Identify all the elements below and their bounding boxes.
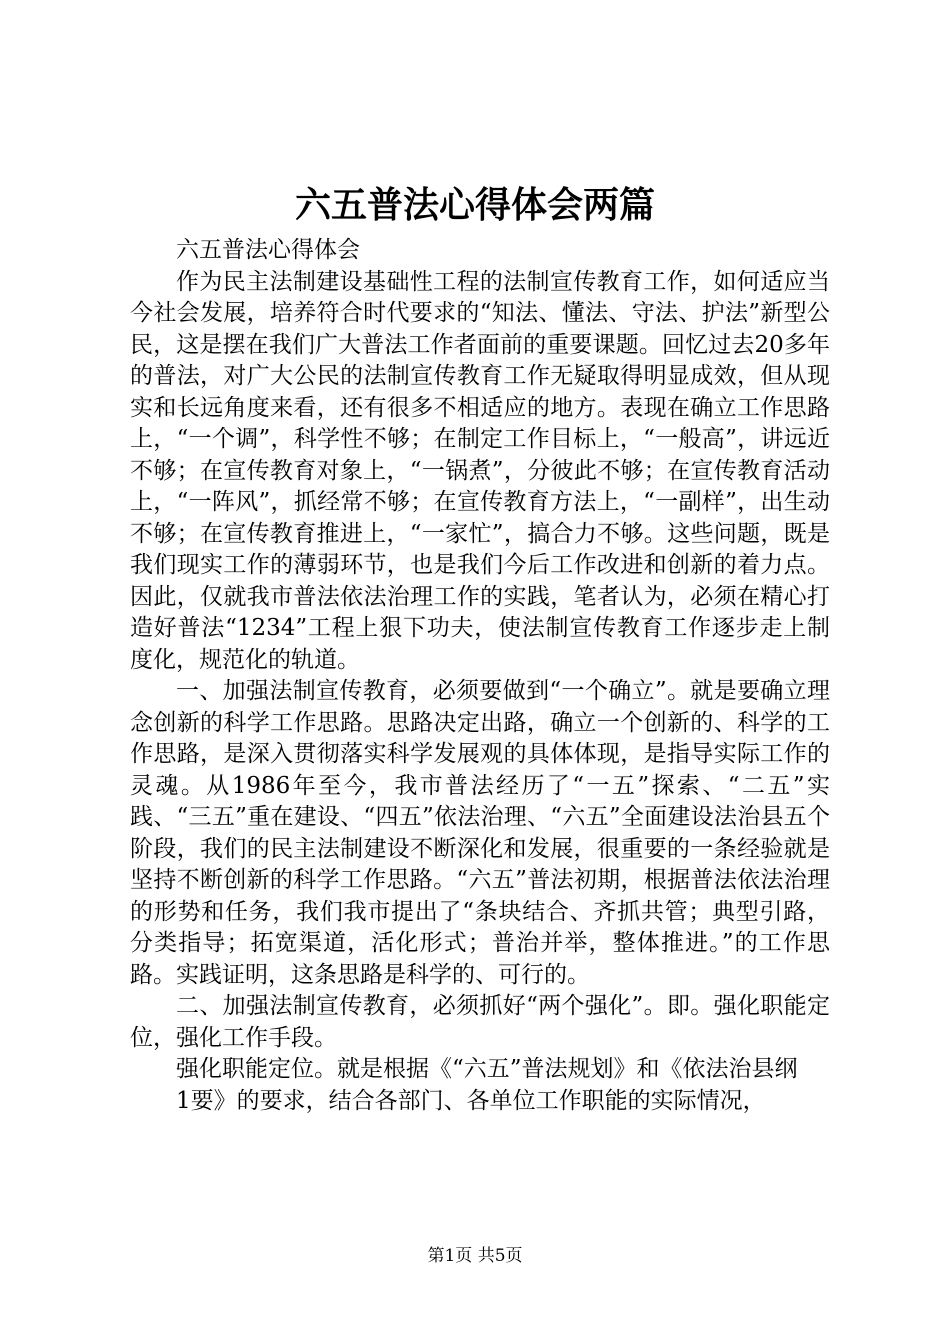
paragraph-continuation: 1要》的要求，结合各部门、各单位工作职能的实际情况， bbox=[176, 1087, 766, 1114]
paragraph-function-positioning: 强化职能定位。就是根据《“六五”普法规划》和《依法治县纲 bbox=[176, 1056, 798, 1082]
paragraph-point-one: 一、加强法制宣传教育，必须要做到“一个确立”。就是要确立理念创新的科学工作思路。思路决定出路，确立一个创新的、科学的工作思路，是深入贯彻落实科学发展观的具体体现，是指导实际工作的灵魂。从1986年至今，我市普法经历了“一五”探索、“二五”实践、“三五”重在建设、“四五”依法治理、“六五”全面建设法治县五个阶段，我们的民主法制建设不断深化和发展，很重要的一条经验就是坚持不断创新的科学工作思路。“六五”普法初期，根据普法依法治理的形势和任务，我们我市提出了“条块结合、齐抓共管；典型引路，分类指导；拓宽渠道，活化形式；普治并举，整体推进。”的工作思路。实践证明，这条思路是科学的、可行的。 bbox=[130, 678, 830, 988]
section-heading: 六五普法心得体会 bbox=[176, 237, 360, 263]
page-footer: 第1页 共5页 bbox=[427, 1246, 523, 1266]
paragraph-point-two: 二、加强法制宣传教育，必须抓好“两个强化”。即。强化职能定位，强化工作手段。 bbox=[130, 993, 830, 1051]
document-title: 六五普法心得体会两篇 bbox=[294, 184, 655, 226]
document-body bbox=[130, 235, 830, 1117]
paragraph-intro: 作为民主法制建设基础性工程的法制宣传教育工作，如何适应当今社会发展，培养符合时代要求的“知法、懂法、守法、护法”新型公民，这是摆在我们广大普法工作者面前的重要课题。回忆过去20多年的普法，对广大公民的法制宣传教育工作无疑取得明显成效，但从现实和长远角度来看，还有很多不相适应的地方。表现在确立工作思路上，“一个调”，科学性不够；在制定工作目标上，“一般高”，讲远近不够；在宣传教育对象上，“一锅煮”，分彼此不够；在宣传教育活动上，“一阵风”，抓经常不够；在宣传教育方法上，“一副样”，出生动不够；在宣传教育推进上，“一家忙”，搞合力不够。这些问题，既是我们现实工作的薄弱环节，也是我们今后工作改进和创新的着力点。因此，仅就我市普法依法治理工作的实践，笔者认为，必须在精心打造好普法“1234”工程上狠下功夫，使法制宣传教育工作逐步走上制度化，规范化的轨道。 bbox=[130, 268, 830, 673]
